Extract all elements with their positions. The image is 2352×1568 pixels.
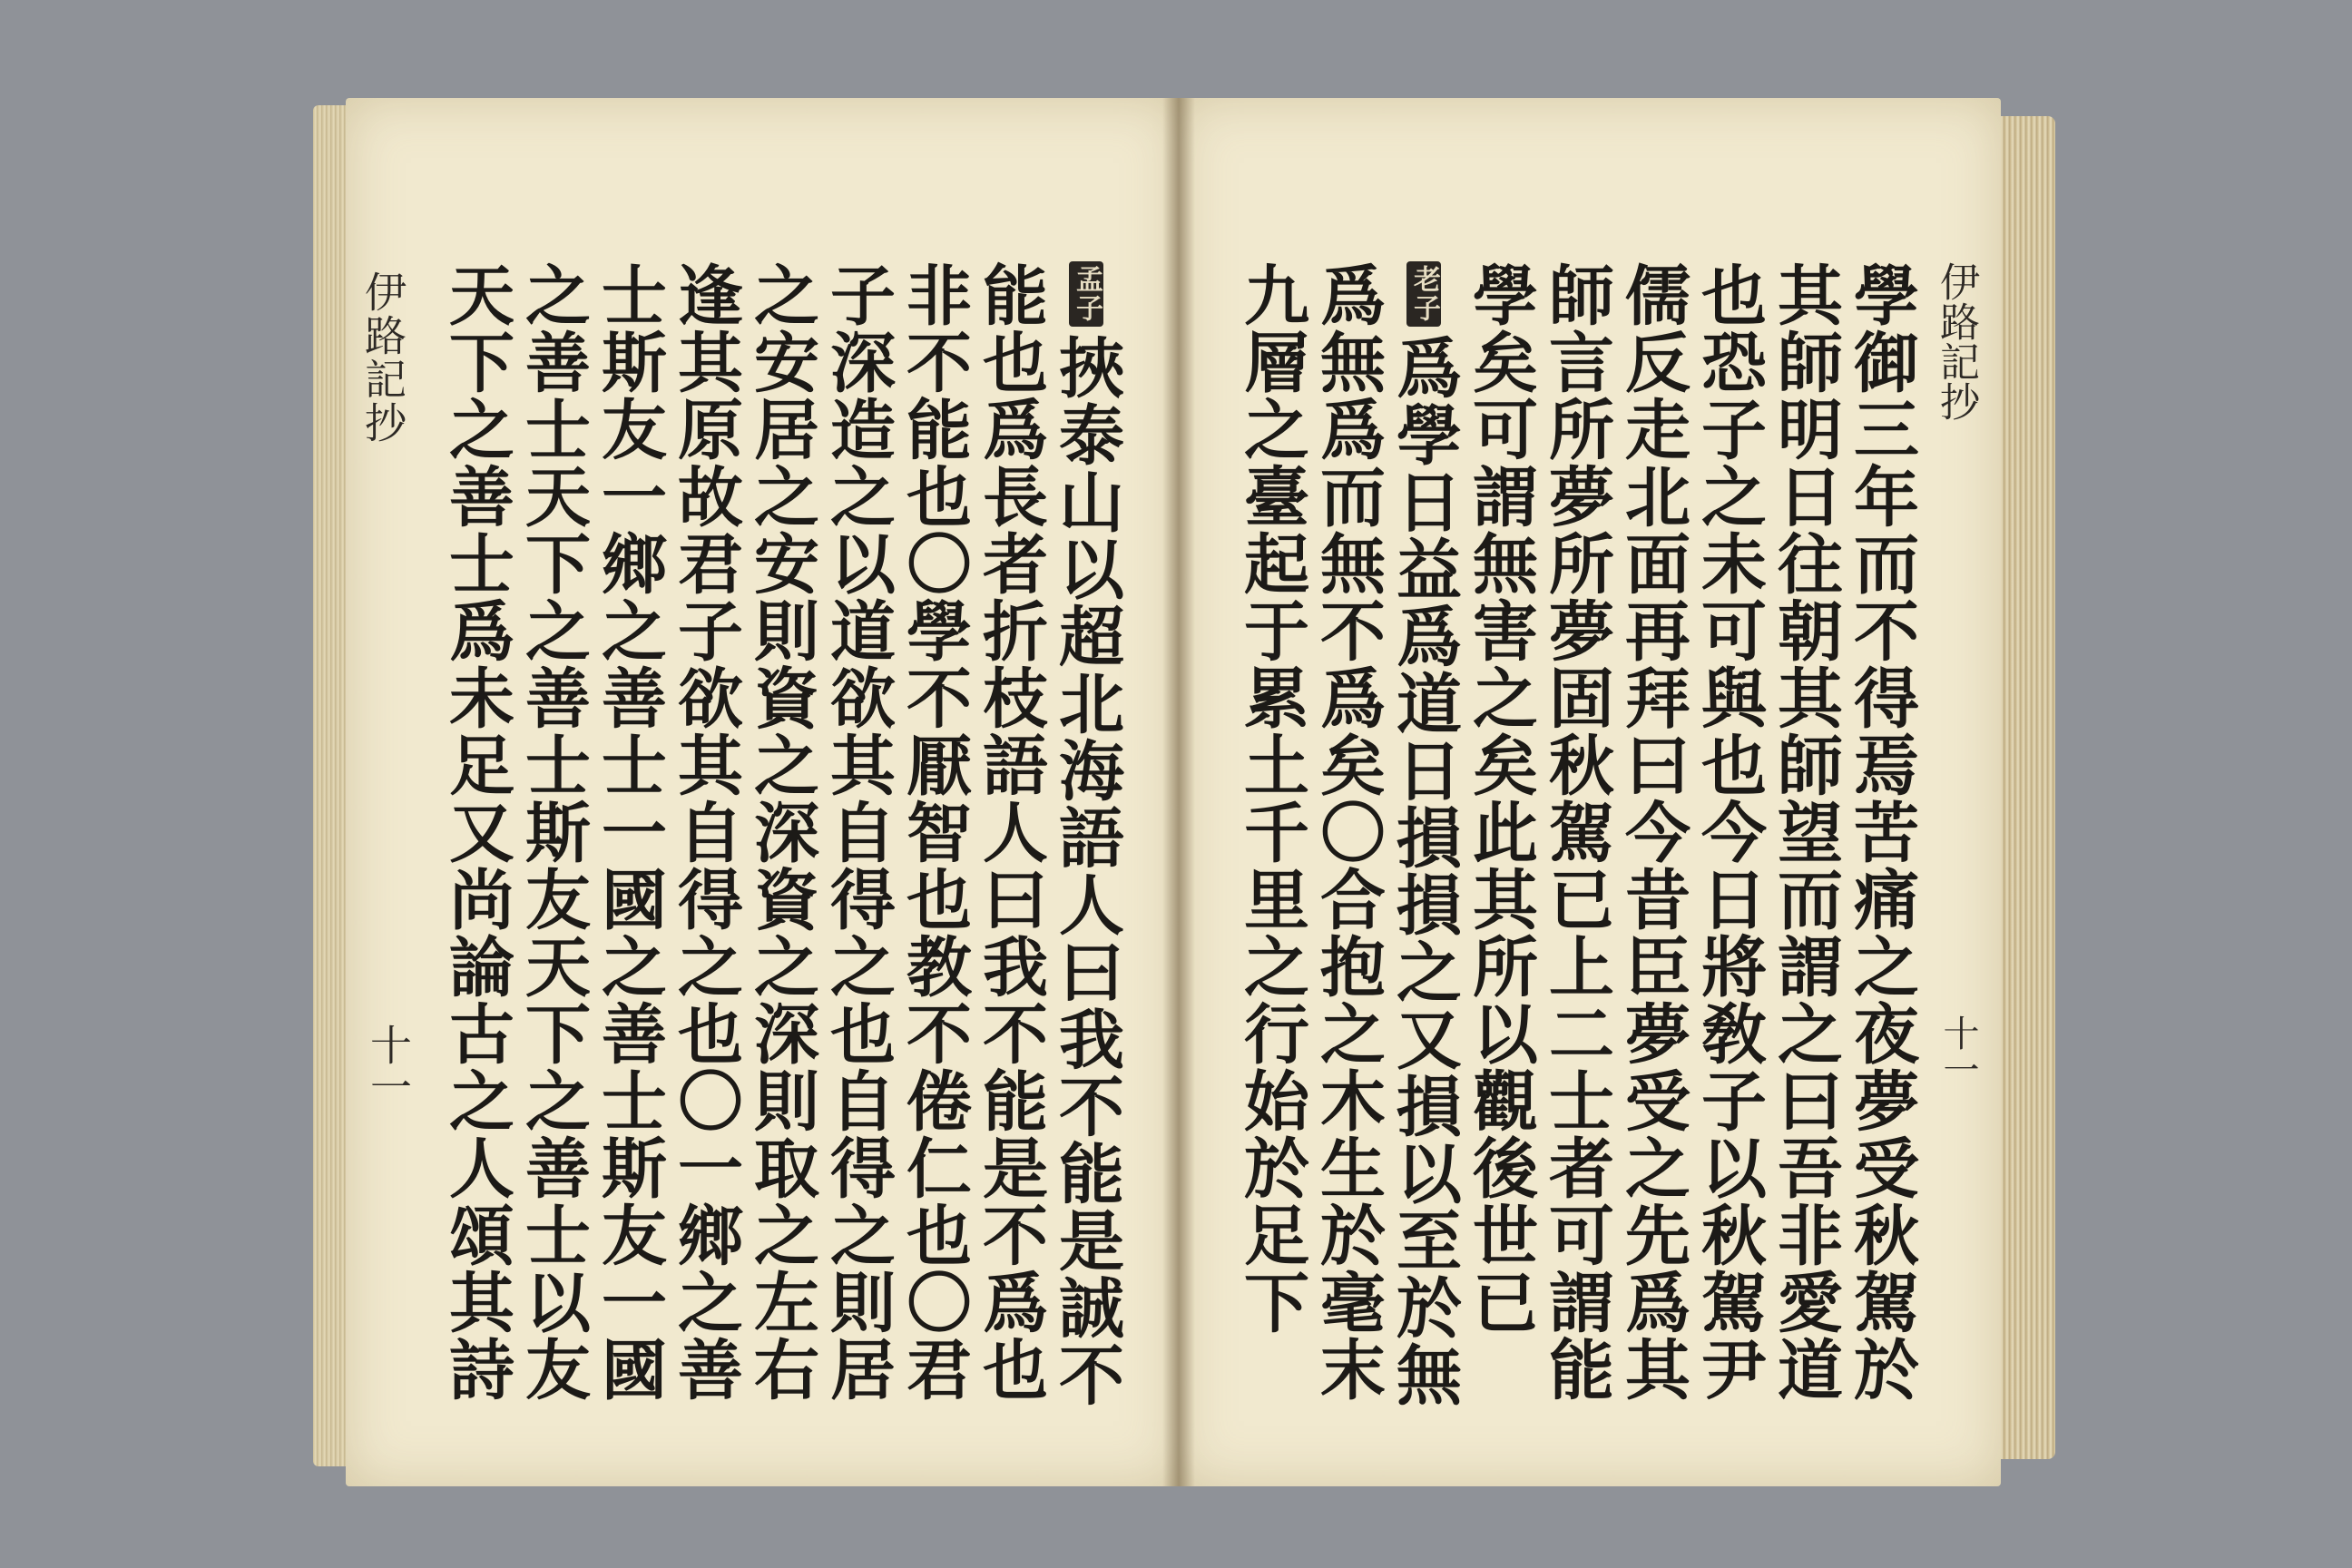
text-column: 師言所夢所夢固秋駕已上二士者可謂能 (1538, 261, 1615, 1403)
text-column: 爲無爲而無不爲矣〇合抱之木生於毫末 (1309, 261, 1387, 1403)
text-column: 之安居之安則資之深資之深則取之左右 (743, 261, 820, 1403)
text-column: 九層之臺起于累土千里之行始於足下 (1233, 261, 1310, 1336)
text-column: 之善士天下之善士斯友天下之善士以友 (514, 261, 592, 1403)
text-column: 老子爲學日益爲道日損損之又損以至於無 (1386, 261, 1462, 1423)
text-column: 儒反走北面再拜曰今昔臣夢受之先爲其 (1614, 261, 1691, 1403)
left-page-number: 十一 (364, 1024, 413, 1107)
text-column: 學矣可謂無害之矣此其所以觀後世已 (1462, 261, 1539, 1336)
text-column: 天下之善士爲未足又尚論古之人頌其詩 (438, 261, 515, 1403)
left-page (346, 98, 1179, 1486)
text-column: 孟子挾泰山以超北海語人曰我不能是誠不 (1048, 261, 1124, 1423)
section-marker: 老子 (1406, 261, 1441, 327)
text-column: 逢其原故君子欲其自得之也〇一鄉之善 (667, 261, 744, 1403)
left-text-block (435, 261, 1124, 1423)
right-margin-title: 伊路記抄 (1933, 261, 1979, 421)
text-column: 能也爲長者折枝語人曰我不能是不爲也 (972, 261, 1049, 1403)
right-text-block (1230, 261, 1919, 1423)
page-edges-right (1999, 116, 2055, 1459)
text-column: 士斯友一鄉之善士一國之善士斯友一國 (591, 261, 668, 1403)
open-book (313, 98, 2055, 1514)
book-gutter (1162, 98, 1195, 1486)
text-column: 其師明日往朝其師望而謂之曰吾非愛道 (1767, 261, 1844, 1403)
text-column: 子深造之以道欲其自得之也自得之則居 (819, 261, 897, 1403)
text-column: 學御三年而不得焉苦痛之夜夢受秋駕於 (1843, 261, 1920, 1403)
text-column: 也恐子之未可與也今日將敎子以秋駕尹 (1690, 261, 1768, 1403)
right-page (1179, 98, 2001, 1486)
section-marker: 孟子 (1069, 261, 1103, 327)
right-page-number: 十一 (1937, 1014, 1979, 1087)
left-margin-title: 伊路記抄 (358, 270, 407, 445)
text-column: 非不能也〇學不厭智也教不倦仁也〇君 (896, 261, 973, 1403)
